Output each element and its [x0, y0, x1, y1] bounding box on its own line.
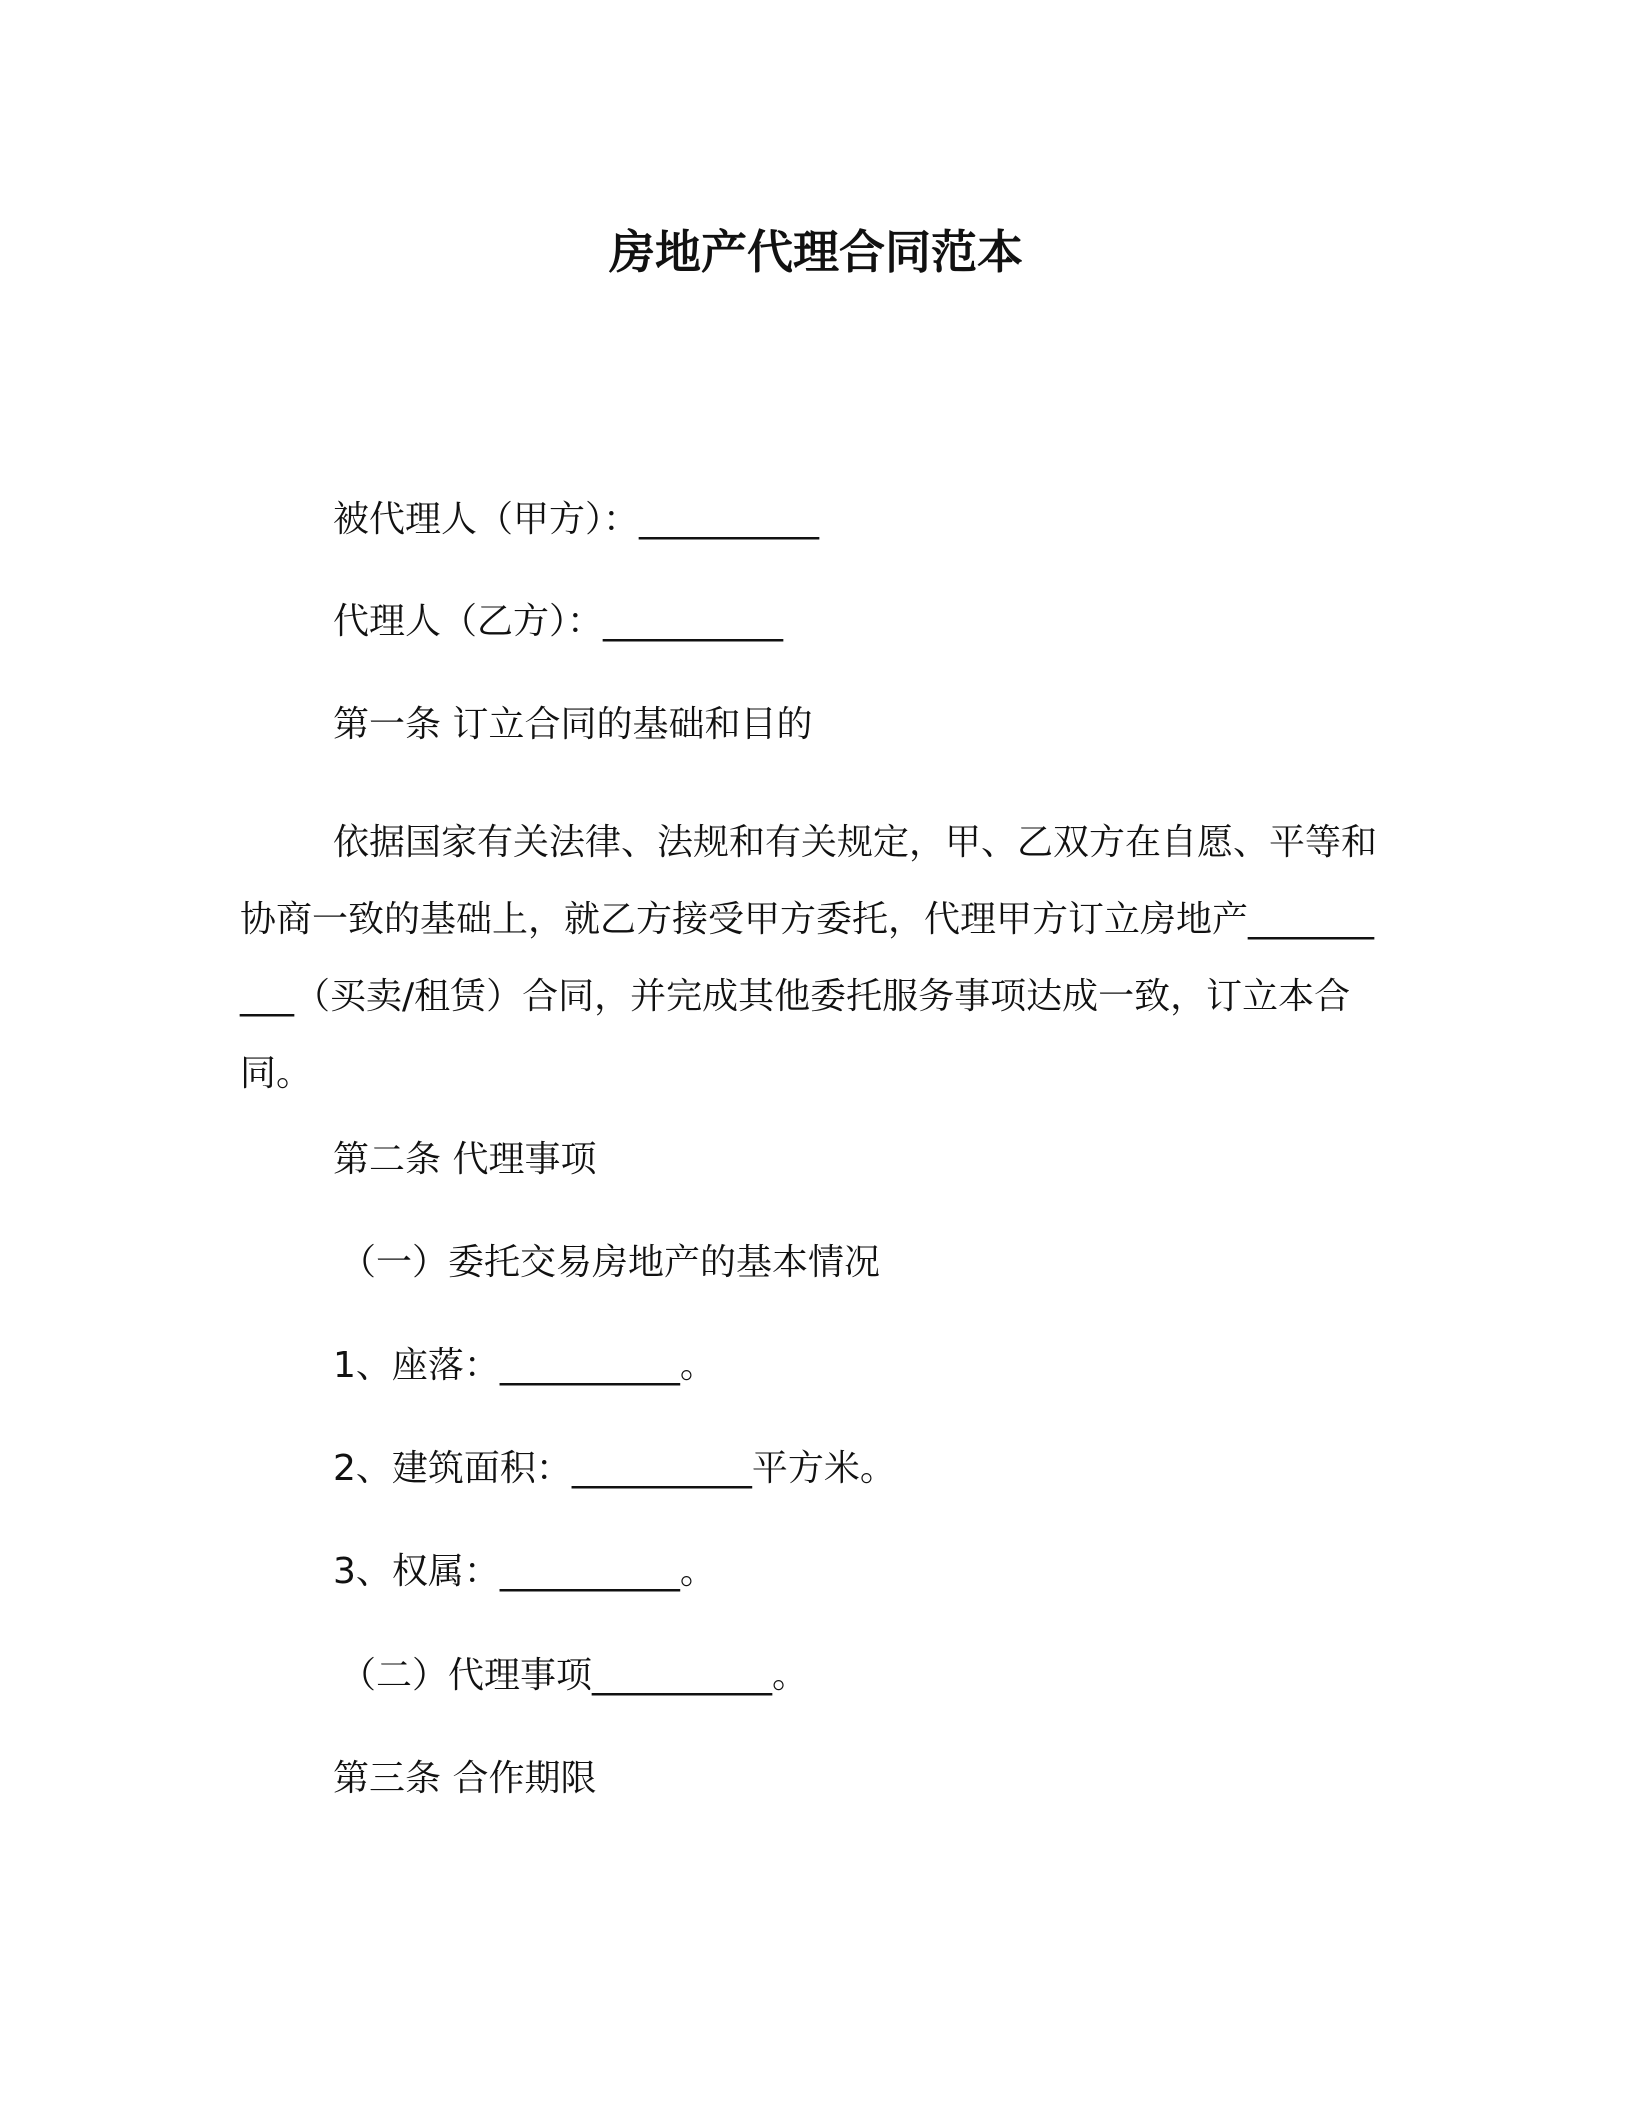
- article-3-heading: 第三条 合作期限: [333, 1758, 597, 1799]
- item-3-ownership: 3、权属：__________。: [333, 1551, 716, 1592]
- party-b-line: 代理人（乙方）：__________: [333, 601, 784, 642]
- party-a-line: 被代理人（甲方）：__________: [333, 499, 820, 540]
- article-1-heading: 第一条 订立合同的基础和目的: [333, 704, 813, 745]
- document-title: 房地产代理合同范本: [609, 225, 1023, 279]
- item-1-location: 1、座落：__________。: [333, 1345, 716, 1386]
- article-1-body: 依据国家有关法律、法规和有关规定，甲、乙双方在自愿、平等和协商一致的基础上，就乙方接受甲方委托，代理甲方订立房地产__________（买卖/租赁）合同，并完成其他委托服务事项达成一致，订立本合同。: [240, 822, 1378, 1094]
- article-2-heading: 第二条 代理事项: [333, 1139, 597, 1180]
- section-1-heading: （一）委托交易房地产的基本情况: [340, 1242, 881, 1283]
- section-2-heading: （二）代理事项__________。: [340, 1655, 809, 1696]
- item-2-area: 2、建筑面积：__________平方米。: [333, 1448, 896, 1489]
